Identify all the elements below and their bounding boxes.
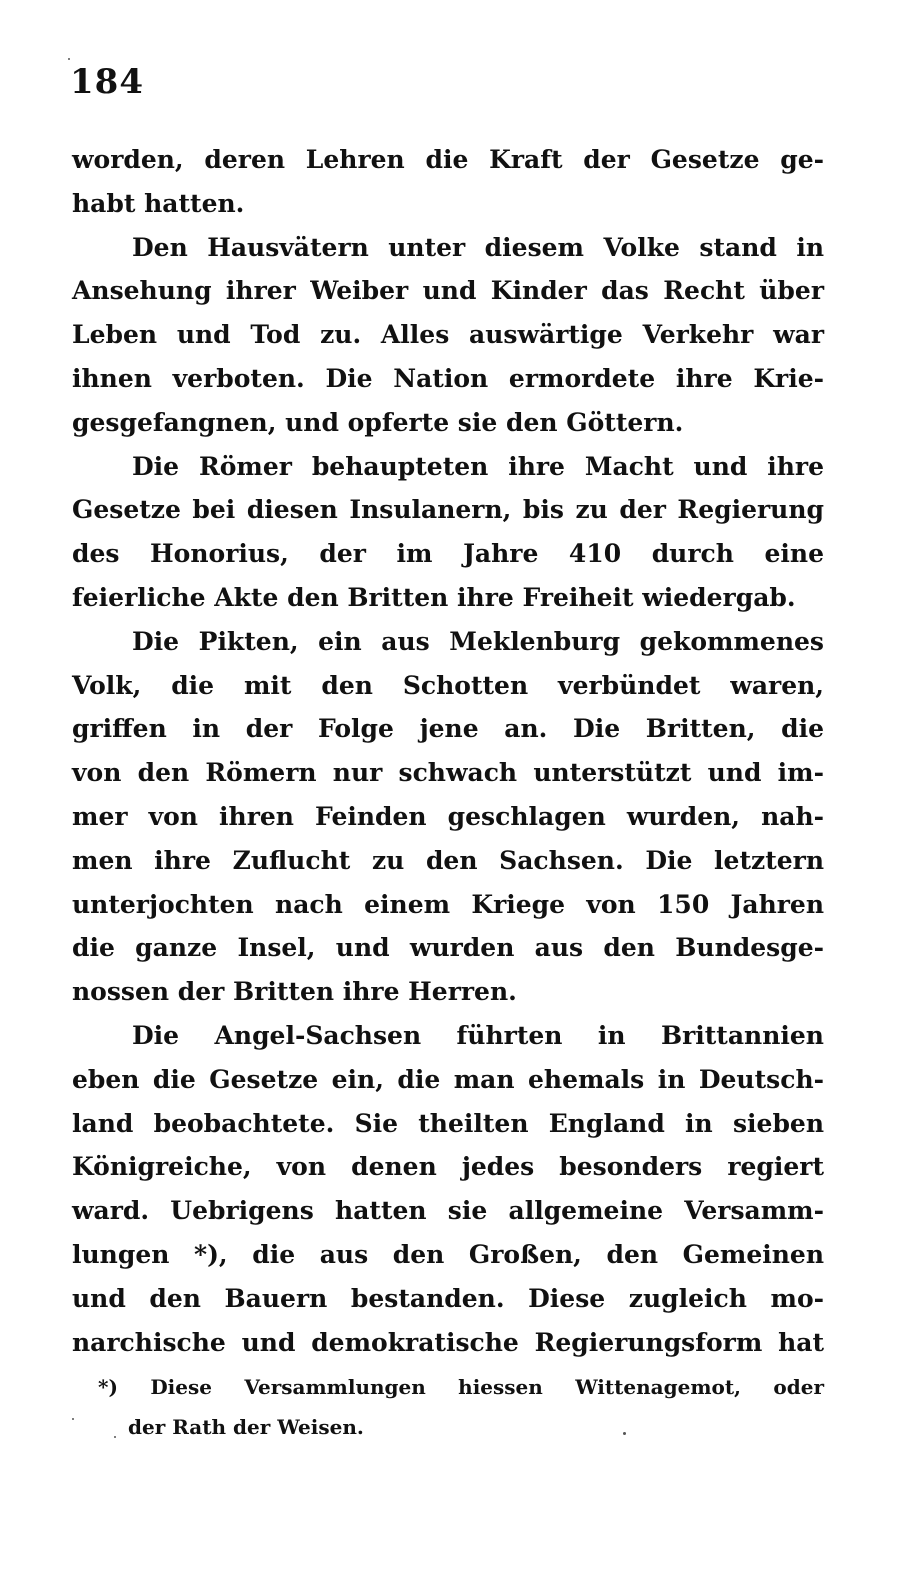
- text-line: Leben und Tod zu. Alles auswärtige Verkehr war: [72, 320, 824, 350]
- text-line: Die Römer behaupteten ihre Macht und ihre: [132, 451, 824, 481]
- footnote: [98, 1367, 824, 1447]
- text-line: von den Römern nur schwach unterstützt und im-: [72, 758, 824, 788]
- text-line: Königreiche, von denen jedes besonders regiert: [72, 1152, 824, 1182]
- text-line: lungen *), die aus den Großen, den Gemeinen: [72, 1239, 824, 1269]
- text-line: land beobachtete. Sie theilten England in sieben: [72, 1108, 824, 1138]
- text-line: des Honorius, der im Jahre 410 durch eine: [72, 539, 824, 569]
- text-line: nossen der Britten ihre Herren.: [72, 977, 517, 1007]
- scan-speck: [114, 1436, 116, 1438]
- text-line: Die Angel-Sachsen führten in Brittannien: [132, 1020, 824, 1050]
- text-line: ward. Uebrigens hatten sie allgemeine Versamm-: [72, 1196, 824, 1226]
- text-line: und den Bauern bestanden. Diese zugleich mo-: [72, 1283, 824, 1313]
- scan-speck: [72, 1418, 74, 1420]
- text-line: Den Hausvätern unter diesem Volke stand in: [132, 232, 824, 262]
- body-text: [72, 138, 824, 1364]
- scan-speck: [623, 1432, 626, 1435]
- text-line: unterjochten nach einem Kriege von 150 Jahren: [72, 889, 824, 919]
- text-line: griffen in der Folge jene an. Die Britten, die: [72, 714, 824, 744]
- text-line: die ganze Insel, und wurden aus den Bundesge-: [72, 933, 824, 963]
- footnote-line: der Rath der Weisen.: [128, 1415, 364, 1439]
- text-line: worden, deren Lehren die Kraft der Gesetze ge-: [72, 145, 824, 174]
- scan-speck: [68, 58, 70, 60]
- text-line: narchische und demokratische Regierungsform hat: [72, 1327, 824, 1357]
- text-line: men ihre Zuflucht zu den Sachsen. Die letztern: [72, 845, 824, 875]
- text-line: eben die Gesetze ein, die man ehemals in Deutsch-: [72, 1064, 824, 1094]
- footnote-line: *) Diese Versammlungen hiessen Wittenagemot, oder: [98, 1375, 824, 1399]
- text-line: mer von ihren Feinden geschlagen wurden, nah-: [72, 801, 824, 831]
- text-line: Gesetze bei diesen Insulanern, bis zu der Regierung: [72, 495, 824, 525]
- text-line: ihnen verboten. Die Nation ermordete ihre Krie-: [72, 363, 824, 393]
- page-number: 184: [70, 62, 144, 102]
- text-line: gesgefangnen, und opferte sie den Göttern.: [72, 407, 684, 437]
- text-line: Die Pikten, ein aus Meklenburg gekommenes: [132, 626, 824, 656]
- text-line: Volk, die mit den Schotten verbündet waren,: [72, 670, 824, 700]
- text-line: feierliche Akte den Britten ihre Freiheit wiedergab.: [72, 582, 796, 612]
- text-line: Ansehung ihrer Weiber und Kinder das Recht über: [72, 276, 824, 306]
- text-line: habt hatten.: [72, 188, 245, 218]
